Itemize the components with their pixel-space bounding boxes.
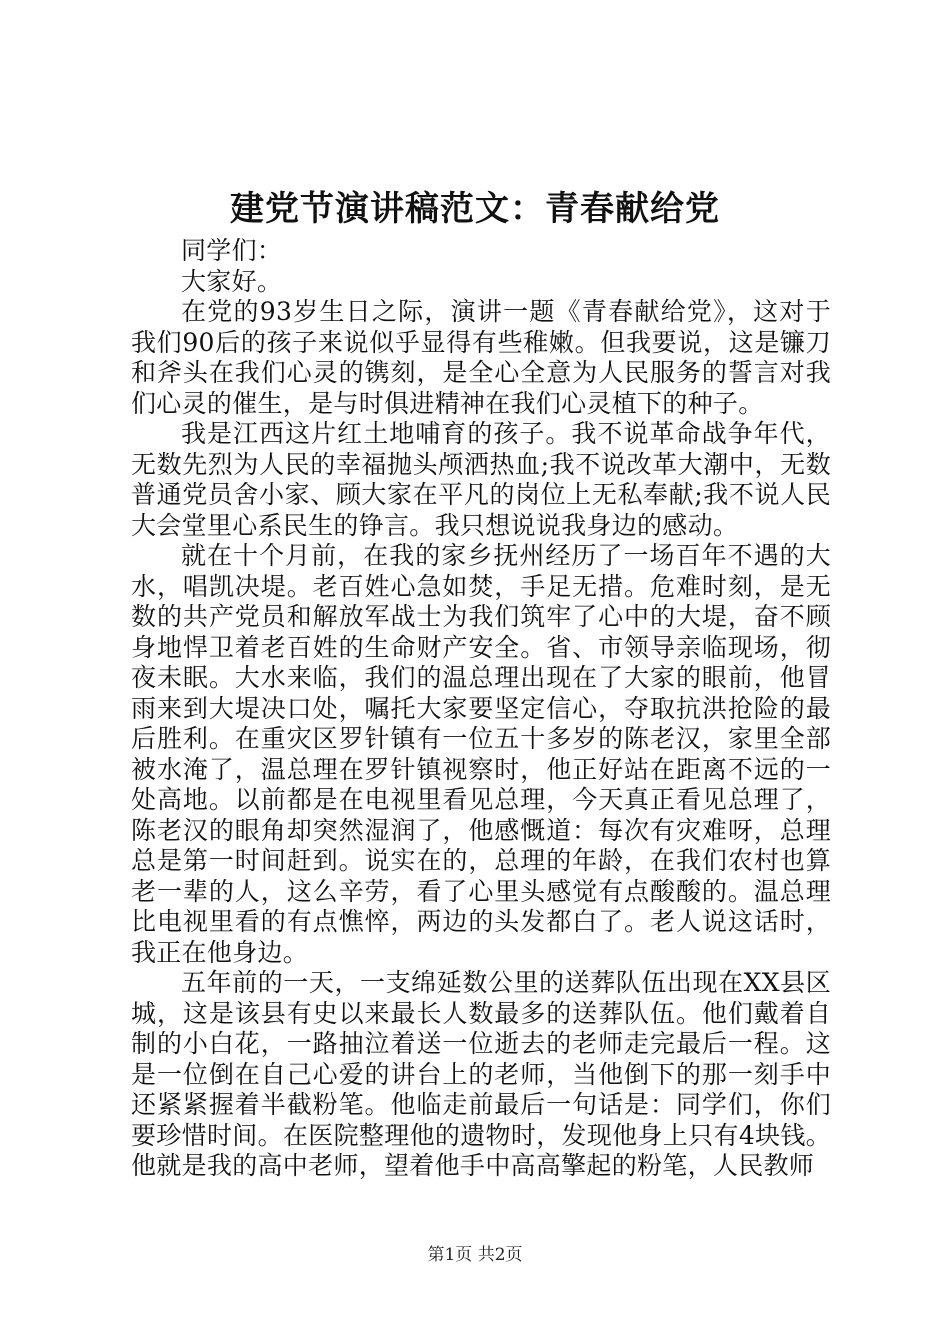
paragraph-flood: 就在十个月前，在我的家乡抚州经历了一场百年不遇的大水，唱凯决堤。老百姓心急如焚，手足无措。危难时刻，是无数的共产党员和解放军战士为我们筑牢了心中的大堤，奋不顾身地悍卫着老百姓的生命财产安全。省、市领导亲临现场，彻夜未眠。大水来临，我们的温总理出现在了大家的眼前，他冒雨来到大堤决口处，嘱托大家要坚定信心，夺取抗洪抢险的最后胜利。在重灾区罗针镇有一位五十多岁的陈老汉，家里全部被水淹了，温总理在罗针镇视察时，他正好站在距离不远的一处高地。以前都是在电视里看见总理，今天真正看见总理了，陈老汉的眼角却突然湿润了，他感慨道：每次有灾难呀，总理总是第一时间赶到。说实在的，总理的年龄，在我们农村也算老一辈的人，这么辛劳，看了心里头感觉有点酸酸的。温总理比电视里看的有点憔悴，两边的头发都白了。老人说这话时，我正在他身边。 [131, 541, 831, 967]
paragraph-greeting: 同学们： [181, 236, 283, 265]
document-title: 建党节演讲稿范文：青春献给党 [230, 189, 720, 229]
document-body [131, 236, 831, 1182]
paragraph-jiangxi: 我是江西这片红土地哺育的孩子。我不说革命战争年代，无数先烈为人民的幸福抛头颅洒热血;我不说改革大潮中，无数普通党员舍小家、顾大家在平凡的岗位上无私奉献;我不说人民大会堂里心系民生的铮言。我只想说说我身边的感动。 [131, 419, 831, 540]
paragraph-hello: 大家好。 [181, 266, 283, 296]
page-footer: 第1页 共2页 [427, 1245, 523, 1265]
paragraph-teacher: 五年前的一天，一支绵延数公里的送葬队伍出现在XX县区城，这是该县有史以来最长人数最多的送葬队伍。他们戴着自制的小白花，一路抽泣着送一位逝去的老师走完最后一程。这是一位倒在自己心爱的讲台上的老师，当他倒下的那一刻手中还紧紧握着半截粉笔。他临走前最后一句话是：同学们，你们要珍惜时间。在医院整理他的遗物时，发现他身上只有4块钱。他就是我的高中老师，望着他手中高高擎起的粉笔，人民教师 [131, 968, 831, 1180]
paragraph-intro: 在党的93岁生日之际，演讲一题《青春献给党》，这对于我们90后的孩子来说似乎显得有些稚嫩。但我要说，这是镰刀和斧头在我们心灵的镌刻，是全心全意为人民服务的誓言对我们心灵的催生，是与时俱进精神在我们心灵植下的种子。 [131, 297, 831, 418]
